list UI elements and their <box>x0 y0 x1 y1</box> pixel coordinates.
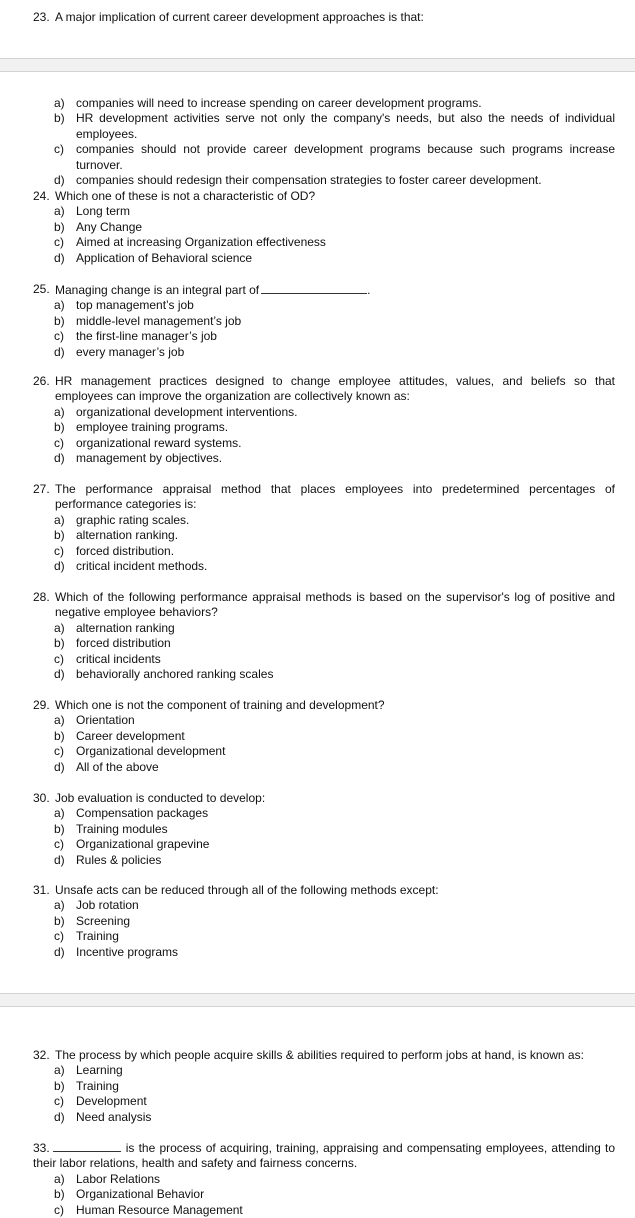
option-text: Training <box>76 1078 119 1093</box>
option-letter: b) <box>54 728 65 743</box>
option[interactable] <box>33 822 615 837</box>
option[interactable] <box>33 1094 615 1109</box>
question-number: 25. <box>33 282 50 296</box>
option-text: alternation ranking <box>76 620 175 635</box>
question-number: 26. <box>33 374 50 388</box>
option-letter: c) <box>54 543 64 558</box>
option[interactable] <box>33 314 615 329</box>
option[interactable] <box>33 914 615 929</box>
option[interactable] <box>33 220 615 235</box>
option-text: Development <box>76 1094 147 1109</box>
option[interactable] <box>33 713 615 728</box>
option-text: Job rotation <box>76 898 139 913</box>
option[interactable] <box>33 251 615 266</box>
option[interactable] <box>33 235 615 250</box>
answer-blank <box>53 1140 121 1152</box>
option-text: Learning <box>76 1063 123 1078</box>
option[interactable] <box>33 1063 615 1078</box>
option-text: Compensation packages <box>76 806 209 821</box>
question-text: is the process of acquiring, training, appraising and compensating employees, attending to their labor relations, health and safety and fairness concerns. <box>33 1141 615 1171</box>
option-letter: b) <box>54 313 65 328</box>
option[interactable] <box>33 898 615 913</box>
option-letter: a) <box>54 620 65 635</box>
question-29 <box>33 698 615 775</box>
option[interactable] <box>33 1172 615 1187</box>
option[interactable] <box>33 96 615 111</box>
option[interactable] <box>33 559 615 574</box>
question-24 <box>33 189 615 266</box>
option-text: employee training programs. <box>76 420 229 435</box>
question-text: The process by which people acquire skills & abilities required to perform jobs at hand, is known as: <box>55 1048 584 1062</box>
option-letter: a) <box>54 404 65 419</box>
option-letter: b) <box>54 1078 65 1093</box>
question-number: 24. <box>33 189 50 203</box>
option[interactable] <box>33 298 615 313</box>
option-letter: c) <box>54 235 64 250</box>
question-33 <box>33 1140 615 1218</box>
option[interactable] <box>33 420 615 435</box>
option-letter: d) <box>54 759 65 774</box>
option-text: graphic rating scales. <box>76 512 190 527</box>
option-text: Incentive programs <box>76 944 179 959</box>
option-letter: b) <box>54 636 65 651</box>
option-letter: a) <box>54 204 65 219</box>
option-text: Organizational Behavior <box>76 1187 205 1202</box>
option-letter: d) <box>54 852 65 867</box>
question-text: Job evaluation is conducted to develop: <box>55 791 266 805</box>
option-letter: d) <box>54 667 65 682</box>
option[interactable] <box>33 544 615 559</box>
option-text: companies should redesign their compensation strategies to foster career development. <box>76 173 542 188</box>
option-text: management by objectives. <box>76 451 223 466</box>
option-letter: c) <box>54 1202 64 1217</box>
option-text: organizational reward systems. <box>76 435 242 450</box>
question-28 <box>33 590 615 682</box>
option[interactable] <box>33 528 615 543</box>
option[interactable] <box>33 111 615 142</box>
option-letter: a) <box>54 512 65 527</box>
question-text: The performance appraisal method that places employees into predetermined percentages of performance categories is: <box>55 482 615 512</box>
question-number: 32. <box>33 1048 50 1062</box>
option[interactable] <box>33 853 615 868</box>
option-text: the first-line manager’s job <box>76 329 217 344</box>
option-text: Need analysis <box>76 1109 152 1124</box>
option-letter: d) <box>54 344 65 359</box>
option[interactable] <box>33 1187 615 1202</box>
option-letter: a) <box>54 713 65 728</box>
question-text: Which one of these is not a characteristic of OD? <box>55 189 316 203</box>
question-23 <box>33 10 615 25</box>
question-number: 29. <box>33 698 50 712</box>
option[interactable] <box>33 636 615 651</box>
option-letter: d) <box>54 451 65 466</box>
option-text: critical incident methods. <box>76 559 208 574</box>
option-text: companies will need to increase spending on career development programs. <box>76 96 482 110</box>
question-31 <box>33 883 615 960</box>
page-divider <box>0 58 635 72</box>
question-number: 28. <box>33 590 50 604</box>
option-text: behaviorally anchored ranking scales <box>76 667 274 682</box>
question-25 <box>33 282 615 360</box>
question-number: 27. <box>33 482 50 496</box>
option[interactable] <box>33 744 615 759</box>
option-letter: b) <box>54 111 65 126</box>
option[interactable] <box>33 513 615 528</box>
option-letter: d) <box>54 1109 65 1124</box>
question-27 <box>33 482 615 574</box>
option-text: top management’s job <box>76 298 194 313</box>
option-letter: d) <box>54 559 65 574</box>
question-text: Which of the following performance appraisal methods is based on the supervisor's log of positive and negative employee behaviors? <box>55 590 615 620</box>
option-letter: c) <box>54 837 64 852</box>
option[interactable] <box>33 621 615 636</box>
question-text: Unsafe acts can be reduced through all of the following methods except: <box>55 883 439 897</box>
option-text: Aimed at increasing Organization effectiveness <box>76 235 326 250</box>
question-text: A major implication of current career development approaches is that: <box>55 10 424 24</box>
option-text: Screening <box>76 913 131 928</box>
option[interactable] <box>33 1079 615 1094</box>
option[interactable] <box>33 652 615 667</box>
question-text: Which one is not the component of training and development? <box>55 698 385 712</box>
question-number: 31. <box>33 883 50 897</box>
option-text: Labor Relations <box>76 1171 161 1186</box>
option-text: organizational development interventions. <box>76 404 298 419</box>
option[interactable] <box>33 329 615 344</box>
option-text: alternation ranking. <box>76 528 179 543</box>
option-letter: c) <box>54 744 64 759</box>
option-text: Human Resource Management <box>76 1202 243 1217</box>
option[interactable] <box>33 667 615 682</box>
option-letter: a) <box>54 96 65 110</box>
option[interactable] <box>33 806 615 821</box>
option-text: forced distribution <box>76 636 171 651</box>
option-text: Organizational development <box>76 744 226 759</box>
question-26 <box>33 374 615 466</box>
option[interactable] <box>33 945 615 960</box>
option-text: Rules & policies <box>76 852 162 867</box>
option-letter: a) <box>54 298 65 313</box>
option-text: forced distribution. <box>76 543 175 558</box>
option-text: Training <box>76 929 119 944</box>
option-letter: d) <box>54 944 65 959</box>
option-letter: c) <box>54 329 64 344</box>
question-32 <box>33 1048 615 1125</box>
option-letter: c) <box>54 435 64 450</box>
option[interactable] <box>33 142 615 173</box>
option-letter: d) <box>54 173 65 188</box>
answer-blank <box>261 282 367 294</box>
option[interactable] <box>33 436 615 451</box>
option-text: Career development <box>76 728 185 743</box>
option-text: Any Change <box>76 219 143 234</box>
option[interactable] <box>33 405 615 420</box>
option[interactable] <box>33 345 615 360</box>
question-text: Managing change is an integral part of <box>55 283 260 297</box>
option-text: companies should not provide career development programs because such programs increase turnover. <box>76 142 615 172</box>
option[interactable] <box>33 837 615 852</box>
option-letter: a) <box>54 898 65 913</box>
option[interactable] <box>33 173 615 188</box>
option-letter: b) <box>54 219 65 234</box>
option-letter: c) <box>54 142 64 157</box>
option[interactable] <box>33 729 615 744</box>
option-letter: b) <box>54 913 65 928</box>
question-text-end: . <box>367 283 371 297</box>
option-text: critical incidents <box>76 651 161 666</box>
question-number: 30. <box>33 791 50 805</box>
option[interactable] <box>33 929 615 944</box>
option-text: middle-level management’s job <box>76 313 242 328</box>
option[interactable] <box>33 204 615 219</box>
option[interactable] <box>33 760 615 775</box>
option-text: Orientation <box>76 713 135 728</box>
option-text: Application of Behavioral science <box>76 250 253 265</box>
option[interactable] <box>33 1203 615 1218</box>
question-23-options <box>33 96 615 188</box>
question-text: HR management practices designed to change employee attitudes, values, and beliefs so that employees can improve the organization are collectively known as: <box>55 374 615 404</box>
option-letter: c) <box>54 929 64 944</box>
option-text: Training modules <box>76 821 168 836</box>
question-number: 33. <box>33 1141 50 1155</box>
option-letter: b) <box>54 821 65 836</box>
question-30 <box>33 791 615 868</box>
option-text: Long term <box>76 204 131 219</box>
option-text: Organizational grapevine <box>76 837 210 852</box>
option-letter: b) <box>54 1187 65 1202</box>
option-text: All of the above <box>76 759 159 774</box>
option-letter: c) <box>54 651 64 666</box>
option-letter: b) <box>54 528 65 543</box>
option[interactable] <box>33 451 615 466</box>
option-letter: a) <box>54 806 65 821</box>
option-letter: d) <box>54 250 65 265</box>
question-number: 23. <box>33 10 50 24</box>
option-text: every manager’s job <box>76 344 185 359</box>
option-text: HR development activities serve not only the company's needs, but also the needs of individual employees. <box>76 111 615 141</box>
option-letter: a) <box>54 1063 65 1078</box>
page-divider <box>0 993 635 1007</box>
option[interactable] <box>33 1110 615 1125</box>
option-letter: a) <box>54 1171 65 1186</box>
option-letter: b) <box>54 420 65 435</box>
option-letter: c) <box>54 1094 64 1109</box>
